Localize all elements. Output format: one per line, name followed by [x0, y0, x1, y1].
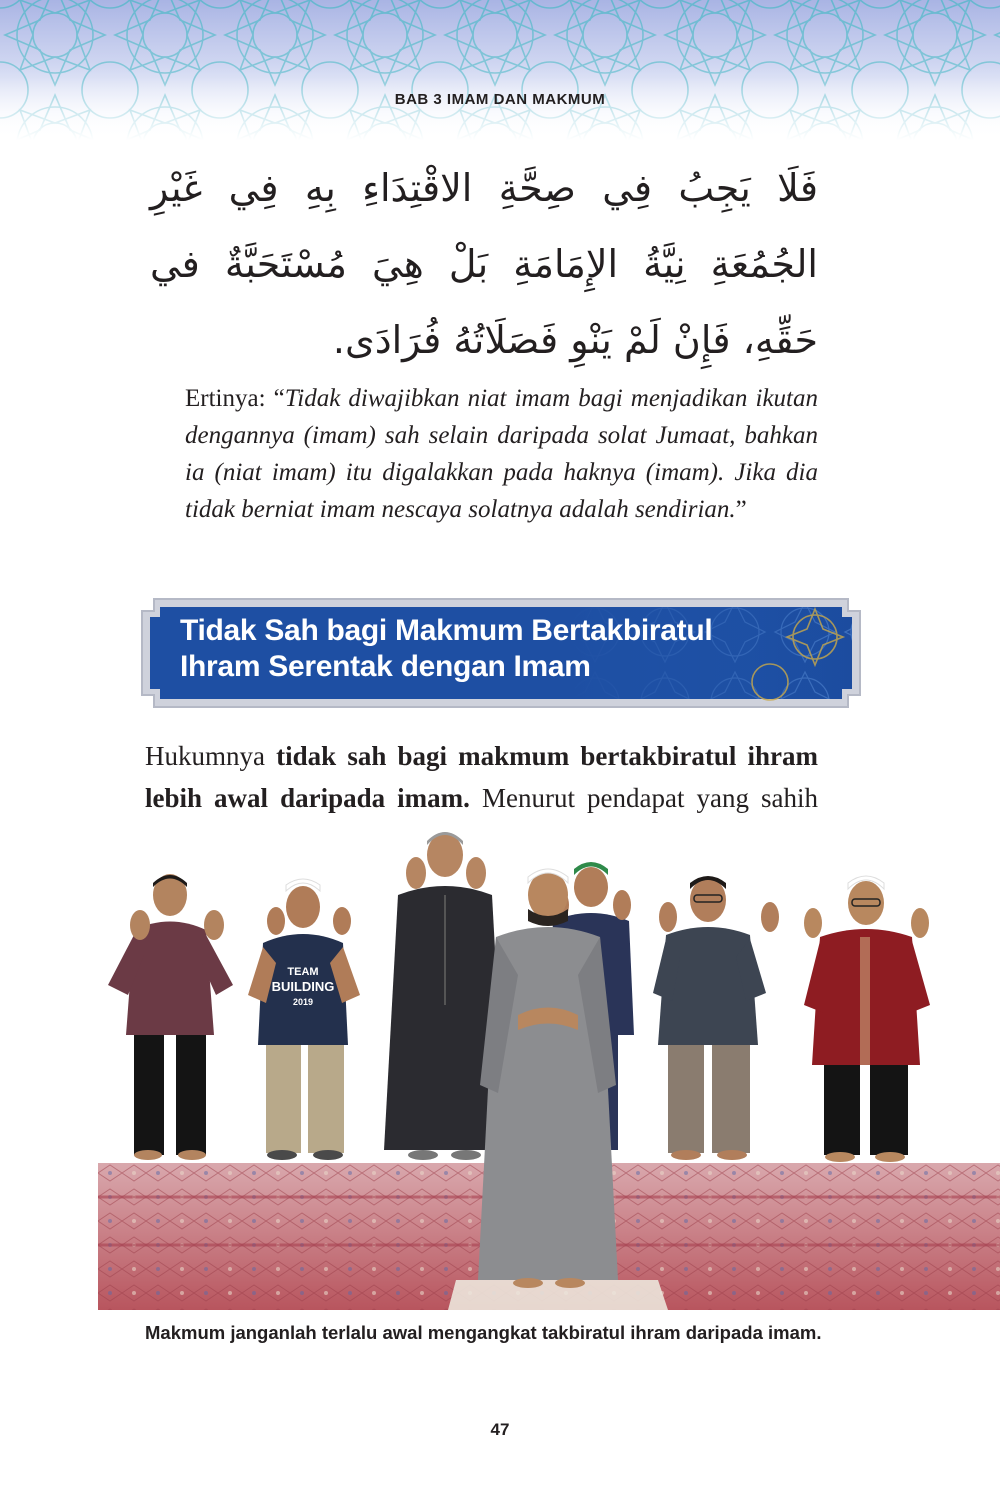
congregation-photo [98, 825, 1000, 1310]
page-number: 47 [490, 1420, 510, 1439]
body-part2: Menurut pendapat yang sahih [469, 783, 818, 813]
section-title-line2: Ihram Serentak dengan Imam [180, 650, 591, 683]
person-7 [804, 876, 930, 1162]
body-bold: tidak sah bagi makmum bertakbiratul ihram lebih awal daripada imam. [145, 741, 818, 813]
header-pattern [0, 0, 1000, 140]
person-2 [248, 879, 360, 1160]
shirt-text-2: BUILDING [271, 979, 335, 994]
translation-quote: Tidak diwajibkan niat imam bagi menjadikan ikutan dengannya (imam) sah selain daripada solat Jumaat, bahkan ia (niat imam) itu digalakkan pada haknya (imam). Jika dia tidak berniat imam nescaya solatnya adalah sendirian. [185, 385, 818, 523]
section-banner [140, 597, 862, 709]
body-part1: Hukumnya [145, 741, 277, 771]
shirt-text-1: TEAM [287, 966, 319, 978]
translation-close: ” [735, 496, 747, 523]
translation-lead: Ertinya: “ [185, 385, 285, 412]
translation-paragraph [185, 380, 818, 528]
section-title-line1: Tidak Sah bagi Makmum Bertakbiratul [180, 614, 713, 647]
photo-caption: Makmum janganlah terlalu awal mengangkat takbiratul ihram daripada imam. [145, 1322, 822, 1343]
arabic-quote: فَلَا يَجِبُ فِي صِحَّةِ الاقْتِدَاءِ بِهِ فِي غَيْرِ الجُمُعَةِ نِيَّةُ الإِمَامَةِ بَلْ هِيَ مُسْتَحَبَّةٌ في حَقِّهِ، فَإِنْ لَمْ يَنْوِ فَصَلَاتُهُ فُرَادَى. [150, 166, 818, 362]
shirt-text-3: 2019 [292, 997, 314, 1007]
person-1 [108, 874, 233, 1160]
body-paragraph [145, 735, 818, 819]
chapter-title: BAB 3 IMAM DAN MAKMUM [394, 91, 606, 108]
person-6 [653, 876, 779, 1160]
section-title [180, 613, 820, 685]
